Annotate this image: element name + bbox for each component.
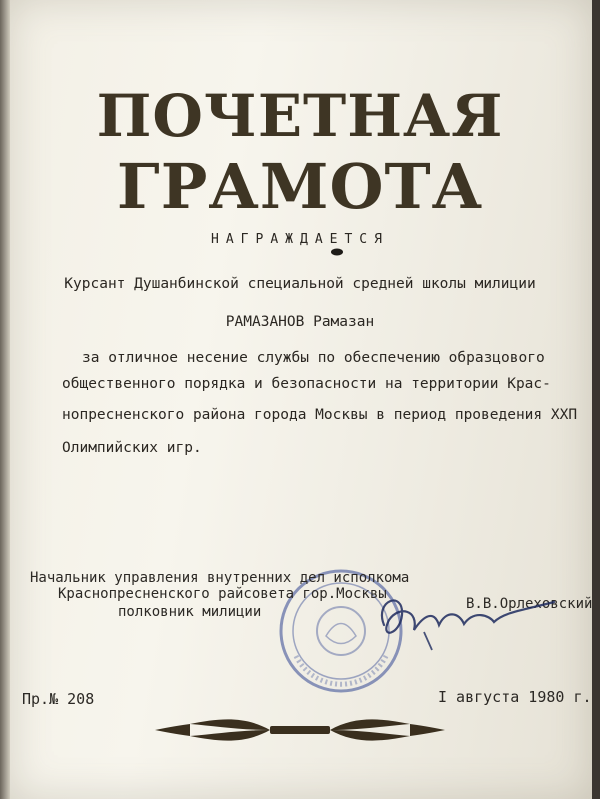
- signatory-title-line-3: полковник милиции: [118, 604, 262, 620]
- reason-line-4: Олимпийских игр.: [62, 440, 202, 456]
- title-line-1: ПОЧЕТНАЯ: [96, 82, 504, 150]
- reason-line-2: общественного порядка и безопасности на территории Крас-: [62, 376, 551, 392]
- reason-line-3: нопресненского района города Москвы в период проведения ХХП: [62, 407, 578, 423]
- recipient-position: Курсант Душанбинской специальной средней школы милиции: [64, 276, 536, 292]
- laurel-ornament: [150, 712, 450, 748]
- recipient-name: РАМАЗАНОВ Рамазан: [225, 314, 375, 330]
- signatory-title-line-1: Начальник управления внутренних дел исполкома: [30, 570, 410, 586]
- document-number: Пр.№ 208: [22, 690, 95, 708]
- signatory-name: В.В.Орлеховский: [466, 596, 593, 612]
- ink-blot: [330, 248, 344, 256]
- handwritten-signature: [364, 580, 564, 660]
- signatory-title-line-2: Краснопресненского райсовета гор.Москвы: [58, 586, 387, 602]
- title-line-2: ГРАМОТА: [116, 150, 484, 223]
- issue-date: I августа 1980 г.: [438, 688, 592, 706]
- awarded-heading: НАГРАЖДАЕТСЯ: [211, 232, 389, 247]
- reason-line-1: за отличное несение службы по обеспечению образцового: [82, 350, 545, 366]
